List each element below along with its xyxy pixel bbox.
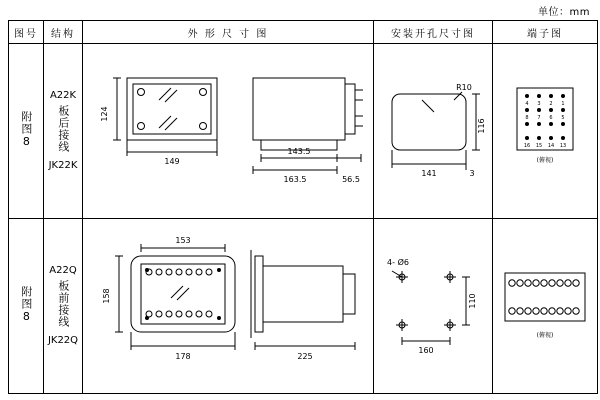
row1-fig-no-label: 附图8	[19, 110, 33, 149]
row1-struct-bottom: JK22K	[48, 160, 78, 172]
table-header-row	[9, 21, 598, 44]
dimension-table	[8, 20, 598, 394]
row2-dim-178: 178	[175, 352, 191, 361]
row2-dim-158: 158	[102, 288, 111, 304]
row1-mounting-drawing	[374, 44, 493, 219]
row2-fig-no-label: 附图8	[19, 285, 33, 324]
row1-fig-no	[9, 44, 44, 219]
row2-dim-hole: 4- Ø6	[387, 258, 409, 267]
row1-struct-top: A22K	[49, 90, 77, 102]
row1-terminal-num: 14	[547, 143, 555, 149]
header-fig-no: 图号	[9, 21, 44, 44]
row2-mounting-drawing	[374, 219, 493, 394]
row1-struct-mid: 板后接线	[56, 104, 70, 153]
row1-terminal-diagram	[493, 44, 598, 219]
row2-structure	[44, 219, 83, 394]
row1-dim-56-5: 56.5	[342, 175, 360, 184]
row2-struct-mid: 板前接线	[56, 279, 70, 328]
row1-dim-163-5: 163.5	[283, 175, 307, 184]
row1-dim-116: 116	[477, 118, 486, 134]
row2-fig-no	[9, 219, 44, 394]
row1-structure	[44, 44, 83, 219]
row1-terminal-num: 6	[549, 115, 553, 121]
header-terminal: 端子图	[493, 21, 598, 44]
unit-note: 单位：mm	[538, 7, 590, 18]
row1-terminal-num: 16	[523, 143, 531, 149]
row2-dim-153: 153	[175, 236, 191, 245]
row1-terminal-num: 7	[537, 115, 541, 121]
row1-dim-3: 3	[469, 169, 475, 178]
row1-terminal-num: 13	[559, 143, 567, 149]
header-outline: 外 形 尺 寸 图	[83, 21, 374, 44]
row1-outline-drawing	[83, 44, 374, 219]
row1-terminal-note: (俯视)	[536, 157, 554, 164]
header-structure: 结构	[44, 21, 83, 44]
row1-terminal-num: 15	[535, 143, 543, 149]
row1-dim-124: 124	[100, 106, 109, 122]
row1-terminal-num: 2	[549, 101, 553, 107]
row1-terminal-num: 4	[525, 101, 529, 107]
row2-dim-160: 160	[418, 346, 434, 355]
row2-struct-bottom: JK22Q	[47, 335, 79, 347]
row1-terminal-num: 5	[561, 115, 565, 121]
table-row	[9, 44, 598, 219]
row1-dim-141: 141	[421, 169, 437, 178]
row2-terminal-diagram	[493, 219, 598, 394]
row1-terminal-num: 1	[561, 101, 565, 107]
row2-terminal-note: (俯视)	[536, 332, 554, 339]
header-mounting: 安装开孔尺寸图	[374, 21, 493, 44]
row1-dim-143-5: 143.5	[287, 147, 311, 156]
row2-struct-top: A22Q	[49, 265, 77, 277]
table-row	[9, 219, 598, 394]
row1-terminal-num: 3	[537, 101, 541, 107]
row1-dim-149: 149	[164, 157, 180, 166]
row2-outline-drawing	[83, 219, 374, 394]
row2-dim-110: 110	[468, 293, 477, 309]
row1-dim-r10: R10	[456, 83, 472, 92]
row2-dim-225: 225	[297, 352, 313, 361]
row1-terminal-num: 8	[525, 115, 529, 121]
